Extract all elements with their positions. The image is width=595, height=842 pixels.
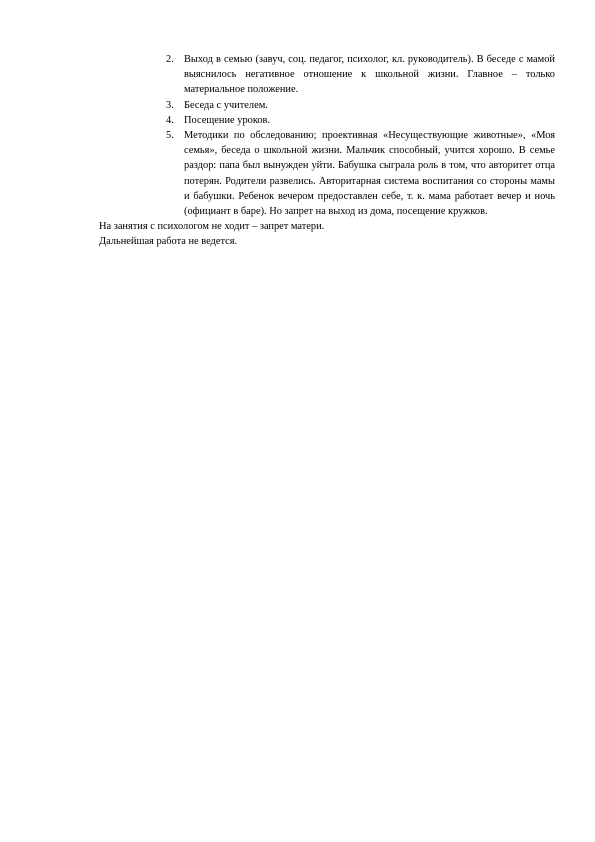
- list-item: [166, 113, 555, 128]
- list-item: [166, 128, 555, 219]
- document-body: [99, 52, 555, 250]
- list-item: [166, 52, 555, 98]
- list-item-number: 4.: [166, 114, 174, 126]
- list-item-text: Посещение уроков.: [184, 114, 271, 126]
- list-item-text: Беседа с учителем.: [184, 99, 268, 111]
- numbered-list: [99, 52, 555, 219]
- list-item-number: 2.: [166, 54, 174, 65]
- list-item-text: Выход в семью (завуч, соц. педагог, психолог, кл. руководитель). В беседе с мамой выяснилось негативное отношение к школьной жизни. Главное – только материальное положение.: [184, 54, 555, 96]
- list-item-number: 3.: [166, 99, 174, 111]
- paragraph-further-work: Дальнейшая работа не ведется.: [99, 236, 238, 248]
- list-item-number: 5.: [166, 130, 174, 142]
- list-item-text: Методики по обследованию; проективная «Несуществующие животные», «Моя семья», беседа о школьной жизни. Мальчик способный, учится хорошо. В семье раздор: папа был вынужден уйти. Бабушка сыграла роль в том, что авторитет отца потерян. Родители развелись. Авторитарная система воспитания со стороны мамы и бабушки. Ребенок вечером предоставлен себе, т. к. мама работает вечер и ночь (официант в баре). Но запрет на выход из дома, посещение кружков.: [184, 130, 555, 218]
- list-item: [166, 98, 555, 113]
- paragraph-psychologist: На занятия с психологом не ходит – запрет матери.: [99, 221, 325, 233]
